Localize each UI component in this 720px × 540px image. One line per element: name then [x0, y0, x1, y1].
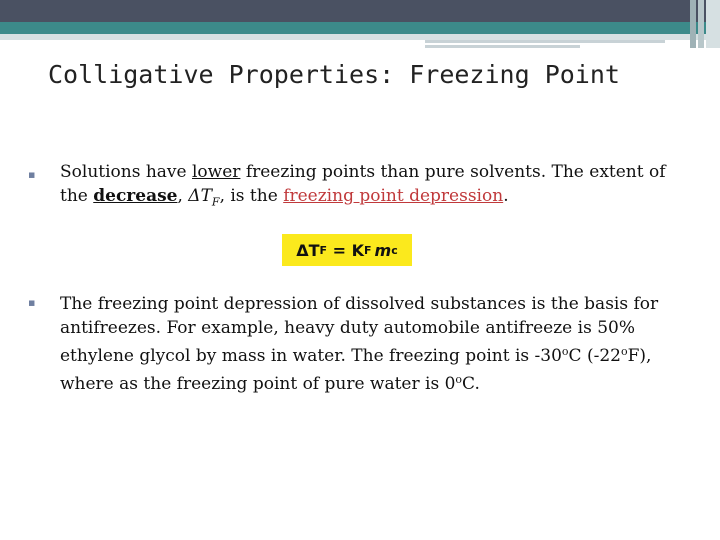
text-run: The freezing point depression of dissolved substances is the basis for antifreezes. For example, heavy duty automobile antifreeze is 50% ethylene glycol by mass in water. The freezing point is -30 — [60, 294, 659, 366]
bullet-text-1 — [60, 160, 680, 214]
slide-title: Colligative Properties: Freezing Point — [48, 60, 620, 89]
eq-subscript: F — [319, 243, 328, 257]
equation-box — [282, 234, 412, 266]
text-run-underlined: lower — [192, 162, 241, 182]
header-band-dark — [0, 0, 720, 22]
bullet-marker: ▪ — [28, 296, 36, 309]
eq-part: ΔT — [296, 240, 320, 260]
text-run: C. — [462, 374, 480, 394]
text-run: Solutions have — [60, 162, 192, 182]
bullet-text-2 — [60, 292, 690, 396]
eq-subscript: F — [364, 243, 372, 257]
text-run: , — [177, 186, 189, 206]
eq-part: = K — [327, 240, 365, 260]
decor-line — [425, 40, 665, 43]
degree-mark: o — [455, 373, 463, 386]
header-band-teal — [0, 22, 720, 34]
corner-decor — [698, 0, 704, 48]
corner-decor — [690, 0, 696, 48]
subscript: F — [211, 195, 220, 209]
degree-mark: o — [620, 345, 628, 358]
text-run: F), where as the freezing point of pure water is 0 — [60, 346, 652, 394]
corner-decor — [706, 0, 720, 48]
text-run-italic: ΔT — [188, 186, 212, 206]
degree-mark: o — [561, 345, 569, 358]
text-run-highlight: freezing point depression — [283, 186, 504, 206]
text-run: freezing points than pure solvents. The extent of the — [60, 162, 666, 206]
decor-line — [425, 45, 580, 48]
text-run: , is the — [219, 186, 284, 206]
text-run-bold: decrease — [93, 186, 178, 206]
eq-subscript: c — [391, 243, 398, 257]
text-run: . — [503, 186, 509, 206]
bullet-marker: ▪ — [28, 168, 36, 181]
text-run: C (-22 — [568, 346, 621, 366]
eq-part: m — [374, 240, 392, 260]
